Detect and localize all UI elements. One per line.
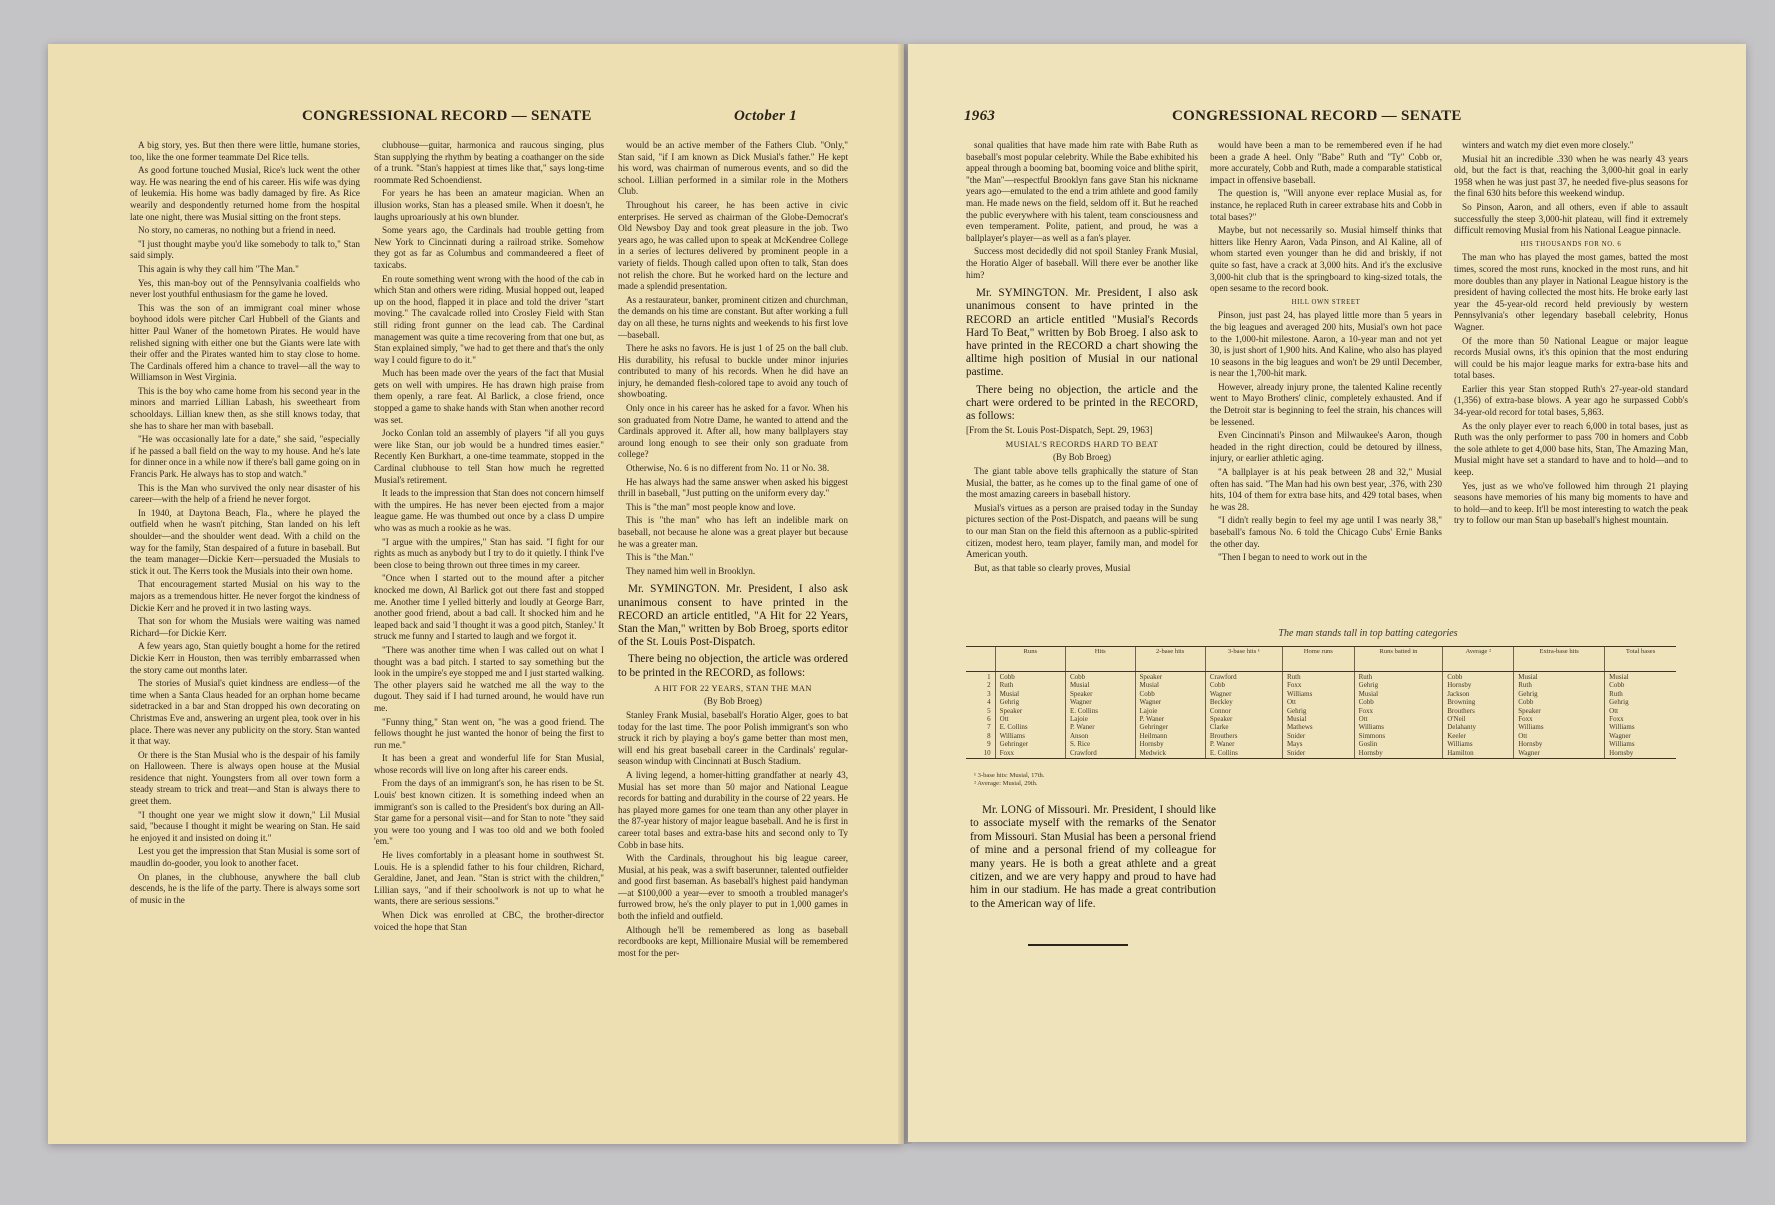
player-name: Brouthers — [1447, 706, 1475, 715]
symington-statement-1: Mr. SYMINGTON. Mr. President, I also ask unanimous consent to have printed in the RECORD an article entitled, "A Hit for 22 Years, Stan the Man," written by Bob Broeg, sports editor of the St. Louis Post-Dispatch. — [618, 583, 848, 649]
batting-categories-table — [966, 646, 1676, 759]
rank-number: 2 — [987, 681, 991, 690]
paragraph: As the only player ever to reach 6,000 in total bases, just as Ruth was the only performer to pass 700 in homers and Cobb the sole athlete to get 4,000 base hits, Stan, The Amazing Man, Musial might have set a standard to have and to hold—and to keep. — [1454, 420, 1688, 478]
player-name: Wagner — [1518, 748, 1540, 757]
paragraph: As a restaurateur, banker, prominent citizen and churchman, the demands on his time are constant. But after working a full day on all these, he turns nights and weekends to his first love—baseball. — [618, 294, 848, 340]
paragraph: But, as that table so clearly proves, Musial — [974, 562, 1131, 573]
paragraph: That son for whom the Musials were waiting was named Richard—for Dickie Kerr. — [130, 616, 360, 638]
paragraph: A big story, yes. But then there were little, humane stories, too, like the one former teammate Del Rice tells. — [130, 140, 360, 162]
left-column-3 — [618, 140, 848, 1130]
paragraph: Jocko Conlan told an assembly of players "if all you guys were like Stan, our job would be a hundred times easier." Recently Ken Burkhart, a one-time teammate, stopped in the Cardinal clubhouse to tell Stan how much he regretted Musial's retirement. — [374, 428, 604, 485]
paragraph: However, already injury prone, the talented Kaline recently went to Mayo Brothers' clinic, completely exhausted. And if the Detroit star is beginning to feel the strain, his chances will be lessened. — [1210, 381, 1442, 427]
player-name: Foxx — [1286, 681, 1302, 690]
paragraph: This is "the man" who has left an indelible mark on baseball, not because he alone was a great player but because he was a greater man. — [618, 515, 848, 549]
player-name: Cobb — [1518, 698, 1534, 707]
paragraph: Of the more than 50 National League or major league records Musial owns, it's this opinion that the most enduring will could be his major league marks for extra-base hits and total bases. — [1454, 335, 1688, 381]
paragraph: This is "the Man." — [626, 552, 694, 563]
right-column-2-more-paragraphs — [1210, 310, 1442, 563]
paragraph: From the days of an immigrant's son, he has risen to be St. Louis' best known citizen. It is something indeed when an immigrant's son is called to the President's box during an All-Star game for a personal visit—and for Stan to note "they said you were too young and I was too old and we both fooled 'em." — [374, 778, 604, 847]
player-name: Delahanty — [1447, 723, 1476, 732]
player-name: Clarke — [1209, 723, 1229, 732]
player-name: O'Neil — [1447, 715, 1466, 724]
paragraph: The giant table above tells graphically the stature of Stan Musial, the batter, as he comes up to the final game of one of the most amazing careers in baseball history. — [966, 465, 1198, 500]
paragraph: This again is why they call him "The Man." — [138, 263, 299, 274]
right-page-header-title: CONGRESSIONAL RECORD — SENATE — [1172, 108, 1462, 124]
table-header-cell: Runs batted in — [1354, 647, 1443, 672]
paragraph: "Once when I started out to the mound after a pitcher knocked me down, Al Barlick got out there fast and stopped me. Another time I yelled bitterly and loudly at George Barr, another good friend, about a bad call. It shocked him and he leaped back and said 'I thought it was a good pitch, Stanley.' It struck me funny and I started to laugh and we forgot it. — [374, 573, 604, 642]
paragraph: They named him well in Brooklyn. — [626, 565, 756, 576]
player-name: Speaker — [1069, 689, 1093, 698]
player-name: E. Collins — [1209, 748, 1238, 757]
player-name: Gehrig — [999, 698, 1020, 707]
right-column-1 — [966, 140, 1198, 580]
paragraph: "A ballplayer is at his peak between 28 and 32," Musial often has said. "The Man had his own best year, .376, with 230 hits, 104 of them for extra base hits, and 429 total bases, when he was 28. — [1210, 467, 1442, 512]
left-column-3-paragraphs — [618, 140, 848, 577]
paragraph: The question is, "Will anyone ever replace Musial as, for instance, he replaced Ruth in career extrabase hits and Cobb in total bases?" — [1210, 188, 1442, 222]
player-name: Foxx — [1518, 715, 1533, 724]
long-statement — [970, 804, 1216, 911]
player-name: Speaker — [999, 706, 1023, 715]
table-footnotes — [974, 772, 1044, 788]
paragraph: "He was occasionally late for a date," she said, "especially if he passed a ball field on the way to my house. And he's late for dinner once in a while now if there's ball game going on in Francis Park. He always has to stop and watch." — [130, 434, 360, 480]
player-name: Hamilton — [1447, 748, 1474, 757]
player-name: Crawford — [1209, 673, 1237, 681]
article-byline-1: (By Bob Broeg) — [704, 696, 762, 707]
table-cell — [1354, 672, 1443, 759]
player-name: Musial — [1139, 681, 1159, 690]
paragraph: Stanley Frank Musial, baseball's Horatio Alger, goes to bat today for the last time. The poor Polish immigrant's son who struck it rich by playing a boy's game better than most men, will end his great baseball career in the Cardinals' regular-season windup with Cincinnati at Busch Stadium. — [618, 709, 848, 767]
paragraph: This is the boy who came home from his second year in the minors and married Lillian Labash, his sweetheart from schooldays. Lillian knew then, as she still knows today, that she has to share her man with baseball. — [130, 385, 360, 431]
right-column-2 — [1210, 140, 1442, 580]
paragraph: Or there is the Stan Musial who is the despair of his family on Halloween. There is always open house at the Musial residence that night. Youngsters from all over town form a steady stream to trick and treat—and Stan is always there to greet them. — [130, 749, 360, 807]
table-cell — [1605, 672, 1676, 759]
player-name: Foxx — [1609, 715, 1624, 724]
paragraph: "Then I began to need to work out in the — [1218, 552, 1367, 563]
paragraph: Musial hit an incredible .330 when he was nearly 43 years old, but the fact is that, reaching the 3,000-hit goal in early 1958 when he was just past 37, he needed five-plus seasons for the final 630 hits before this weekend windup. — [1454, 153, 1688, 199]
paragraph: Although he'll be remembered as long as baseball recordbooks are kept, Millionaire Musial will be remembered most for the per- — [618, 924, 848, 958]
table-cell — [1282, 672, 1354, 759]
paragraph: He lives comfortably in a pleasant home in southwest St. Louis. He is a splendid father to his four children, Richard, Geraldine, Janet, and Jean. "Stan is strict with the children," Lillian says, "and if their schoolwork is not up to what he wants, there are serious sessions." — [374, 850, 604, 907]
player-name: Foxx — [1358, 706, 1374, 715]
right-column-2-subhead: HILL OWN STREET — [1291, 298, 1361, 306]
paragraph: "I argue with the umpires," Stan has said. "I fight for our rights as much as anybody but I try to do it quietly. I think I've been close to being thrown out three times in my career. — [374, 536, 604, 570]
player-name: Foxx — [999, 748, 1015, 757]
left-column-2-paragraphs — [374, 140, 604, 933]
player-name: Ott — [1518, 731, 1528, 740]
player-name: Wagner — [1209, 689, 1232, 698]
paragraph: would be an active member of the Fathers Club. "Only," Stan said, "if I am known as Dick Musial's father." He kept his word, was chairman of numerous events, and so did the school. Lillian performed in a similar role in the Mothers Club. — [618, 140, 848, 197]
player-name: Gehrig — [1358, 681, 1379, 690]
long-statement-text: Mr. LONG of Missouri. Mr. President, I should like to associate myself with the remarks of the Senator from Missouri. Stan Musial has been a personal friend of mine and a personal friend of my colleague for many years. He is both a great athlete and a great citizen, and we are very happy and proud to have had him in our stadium. He has made a great contribution to the American way of life. — [970, 804, 1216, 910]
player-name: Wagner — [1069, 698, 1092, 707]
player-name: Brouthers — [1209, 731, 1238, 740]
table-header-cell — [966, 647, 995, 672]
paragraph: A few years ago, Stan quietly bought a home for the retired Dickie Kerr in Houston, then was terribly embarrassed when the story came out months later. — [130, 641, 360, 675]
player-name: Gehringer — [1139, 723, 1168, 732]
table-cell — [995, 672, 1065, 759]
rank-number: 9 — [987, 740, 991, 749]
symington-statement-2: Mr. SYMINGTON. Mr. President, I also ask unanimous consent to have printed in the RECORD an article entitled "Musial's Records Hard To Beat," written by Bob Broeg. I also ask to have printed in the RECORD a chart showing the alltime high position of Musial in our national pastime. — [966, 287, 1198, 379]
paragraph: This is "the man" most people know and love. — [626, 501, 796, 512]
paragraph: "I just thought maybe you'd like somebody to talk to," Stan said simply. — [130, 238, 360, 261]
table-header-row — [966, 647, 1676, 672]
table-cell — [1205, 672, 1282, 759]
player-name: Speaker — [1209, 715, 1233, 724]
player-name: Cobb — [1209, 681, 1225, 690]
right-column-1-article-paragraphs — [966, 466, 1198, 574]
article-title-1: A HIT FOR 22 YEARS, STAN THE MAN — [654, 683, 812, 693]
player-name: Musial — [999, 689, 1020, 698]
player-name: Anson — [1069, 731, 1089, 740]
paragraph: Otherwise, No. 6 is no different from No. 11 or No. 38. — [626, 463, 830, 474]
player-name: Cobb — [1609, 681, 1625, 690]
left-page-header-title: CONGRESSIONAL RECORD — SENATE — [302, 108, 592, 124]
paragraph: Even Cincinnati's Pinson and Milwaukee's Aaron, though headed in the right direction, could be detoured by illness, injury, or earlier athletic aging. — [1210, 430, 1442, 464]
left-page — [48, 44, 904, 1144]
player-name: Gehrig — [1518, 689, 1538, 698]
player-name: E. Collins — [999, 723, 1028, 732]
paragraph: "Funny thing," Stan went on, "he was a good friend. The fellows thought he just wanted the honor of being the first to run me." — [374, 716, 604, 750]
paragraph: Maybe, but not necessarily so. Musial himself thinks that hitters like Henry Aaron, Vada Pinson, and Al Kaline, all of whom started even younger than he did and briskly, if not quite so fast, have a crack at 3,000 hits. And it's the exclusive 3,000-hit club that is the springboard to king-sized totals, the open sesame to the record book. — [1210, 225, 1442, 294]
player-name: P. Waner — [1069, 723, 1095, 732]
player-name: E. Collins — [1069, 706, 1098, 715]
right-column-1-paragraphs — [966, 140, 1198, 281]
table-caption: The man stands tall in top batting categories — [1278, 628, 1458, 639]
player-name: S. Rice — [1069, 740, 1091, 749]
table-header-cell: Runs — [995, 647, 1065, 672]
table-header-cell: Hits — [1065, 647, 1135, 672]
player-name: Jackson — [1447, 689, 1470, 698]
table-row — [966, 672, 1676, 759]
paragraph: clubhouse—guitar, harmonica and raucous singing, plus Stan supplying the rhythm by beating a coathanger on the side of a trunk. "Stan's happiest at times like that," says long-time roommate Red Schoendienst. — [374, 140, 604, 185]
right-column-3 — [1454, 140, 1688, 580]
article-source-2: [From the St. Louis Post-Dispatch, Sept. 29, 1963] — [966, 425, 1153, 436]
player-name: Gehrig — [1609, 698, 1629, 707]
paragraph: There he asks no favors. He is just 1 of 25 on the ball club. His durability, his refusal to buckle under minor injuries contributed to many of his records. When he did have an injury, he demanded flesh-colored tape to avoid any touch of showboating. — [618, 343, 848, 400]
player-name: Musial — [1518, 673, 1538, 681]
player-name: Cobb — [1139, 689, 1155, 698]
paragraph: Lest you get the impression that Stan Musial is some sort of maudlin do-gooder, you look to another facet. — [130, 846, 360, 869]
paragraph: It has been a great and wonderful life for Stan Musial, whose records will live on long after his career ends. — [374, 753, 604, 775]
player-name: Williams — [1609, 740, 1635, 749]
player-name: Ruth — [1609, 689, 1623, 698]
player-name: Musial — [1609, 673, 1629, 681]
player-name: Ott — [999, 715, 1009, 724]
paragraph: In 1940, at Daytona Beach, Fla., where he played the outfield when he wasn't pitching, Stan landed on his left shoulder—and the shoulder went dead. With a child on the way for the family, Stan despaired of a future in baseball. But the team manager—Dickie Kerr—persuaded the Musials to stick it out. The Kerrs took the Musials into their own home. — [130, 507, 360, 576]
paragraph: Yes, this man-boy out of the Pennsylvania coalfields who never lost youthful enthusiasm for the game he loved. — [130, 277, 360, 300]
table-cell — [1065, 672, 1135, 759]
paragraph: Some years ago, the Cardinals had trouble getting from New York to Cincinnati during a railroad strike. Somehow they got as far as Columbus and commandeered a fleet of taxicabs. — [374, 225, 604, 270]
order-to-print-1: There being no objection, the article was ordered to be printed in the RECORD, as follows: — [618, 653, 848, 679]
player-name: Simmons — [1358, 731, 1386, 740]
paragraph: "There was another time when I was called out on what I thought was a bad pitch. I started to say something but the look in the umpire's eye stopped me and I just started walking. The other players said he watched me all the way to the dugout. They said if I had turned around, he would have run me. — [374, 644, 604, 713]
player-name: Hornsby — [1518, 740, 1543, 749]
paragraph: would have been a man to be remembered even if he had been a grade A heel. Only "Babe" Ruth and "Ty" Cobb or, more accurately, Cobb and Ruth, made a comparable statistical impact in offensive baseball. — [1210, 140, 1442, 185]
paragraph: This is the Man who survived the only near disaster of his career—with the help of a friend he never forgot. — [130, 482, 360, 505]
player-name: Speaker — [1139, 673, 1163, 681]
right-page — [908, 44, 1746, 1142]
paragraph: When Dick was enrolled at CBC, the brother-director voiced the hope that Stan — [374, 910, 604, 932]
player-name: Lajoie — [1139, 706, 1158, 715]
table-body — [966, 672, 1676, 759]
player-name: Williams — [1286, 689, 1313, 698]
paragraph: So Pinson, Aaron, and all others, even if able to assault successfully the steep 3,000-hit plateau, will find it extremely difficult removing Musial from his National League pinnacle. — [1454, 201, 1688, 236]
player-name: P. Waner — [1139, 715, 1165, 724]
player-name: Beckley — [1209, 698, 1233, 707]
player-name: Medwick — [1139, 748, 1166, 757]
player-name: Hornsby — [1139, 740, 1164, 749]
player-name: Ruth — [999, 681, 1014, 690]
player-name: Wagner — [1139, 698, 1162, 707]
left-column-1 — [130, 140, 360, 1130]
rank-number: 10 — [983, 748, 991, 757]
player-name: Snider — [1286, 748, 1306, 757]
player-name: Goslin — [1358, 740, 1378, 749]
table-cell — [1514, 672, 1605, 759]
rank-number: 1 — [987, 673, 991, 681]
paragraph: For years he has been an amateur magician. When an illusion works, Stan has a pleased smile. When it doesn't, he laughs uproariously at his own blunder. — [374, 188, 604, 222]
player-name: Speaker — [1518, 706, 1541, 715]
player-name: Cobb — [1069, 673, 1086, 681]
player-name: Keeler — [1447, 731, 1466, 740]
order-to-print-2: There being no objection, the article and the chart were ordered to be printed in the RECORD, as follows: — [966, 383, 1198, 422]
paragraph: It leads to the impression that Stan does not concern himself with the umpires. He has never been ejected from a major league game. He was thumbed out once by a class D umpire who was as much a rookie as he was. — [374, 488, 604, 533]
paragraph: Only once in his career has he asked for a favor. When his son graduated from Notre Dame, he wanted to attend and the Cardinals approved it. After all, how many ballplayers stay around long enough to see their only son graduate from college? — [618, 403, 848, 460]
player-name: Williams — [1518, 723, 1544, 732]
rank-number: 3 — [987, 689, 991, 698]
paragraph: The stories of Musial's quiet kindness are endless—of the time when a Santa Claus headed for an orphan home became sidetracked in a bar and Stan dropped his own decorating on Christmas Eve and, answering an urgent plea, took over in his place. There was never any publicity on the story. Stan wanted it that way. — [130, 678, 360, 747]
player-name: Heilmann — [1139, 731, 1168, 740]
player-name: Musial — [1069, 681, 1090, 690]
right-column-3-subhead: HIS THOUSANDS FOR NO. 6 — [1520, 240, 1622, 248]
right-column-3-more-paragraphs — [1454, 252, 1688, 527]
table-footnote: ¹ 3-base hits: Musial, 17th. — [974, 772, 1045, 779]
player-name: Cobb — [1358, 698, 1374, 707]
player-name: Gehrig — [1286, 706, 1307, 715]
player-name: Wagner — [1609, 731, 1631, 740]
end-rule — [1028, 944, 1128, 946]
left-column-3-article-paragraphs — [618, 710, 848, 959]
player-name: Cobb — [999, 673, 1015, 681]
article-byline-2: (By Bob Broeg) — [1053, 452, 1111, 463]
table-cell — [1443, 672, 1514, 759]
article-title-2: MUSIAL'S RECORDS HARD TO BEAT — [1005, 439, 1159, 449]
player-name: Musial — [1286, 715, 1307, 724]
paragraph: Throughout his career, he has been active in civic enterprises. He served as chairman of the Globe-Democrat's Old Newsboy Day and took great pleasure in the job. Two years ago, he was called upon to speak at McKendree College in a series of lectures delivered by prominent people in a variety of fields. Though called upon often to talk, Stan does not relish the chore. But he worked hard on the lecture and made a splendid presentation. — [618, 199, 848, 292]
player-name: Browning — [1447, 698, 1476, 707]
player-name: Musial — [1358, 689, 1379, 698]
paragraph: Much has been made over the years of the fact that Musial gets on well with umpires. He has drawn high praise from them openly, a rare feat. Al Barlick, a close friend, once stopped a game to shake hands with Stan when another record was set. — [374, 368, 604, 425]
paragraph: As good fortune touched Musial, Rice's luck went the other way. He was nearing the end of his career. His wife was dying of leukemia. His home was badly damaged by fire. As Rice wearily and despondently returned home from the hospital late one night, there was Musial sitting on the front steps. — [130, 165, 360, 222]
player-name: Cobb — [1447, 673, 1463, 681]
table-header-cell: Extra-base hits — [1514, 647, 1605, 672]
paragraph: Earlier this year Stan stopped Ruth's 27-year-old standard (1,356) of extra-base blows. A year ago he surpassed Cobb's 34-year-old record for total bases, 5,863. — [1454, 383, 1688, 418]
right-column-2-paragraphs — [1210, 140, 1442, 295]
paragraph: He has always had the same answer when asked his biggest thrill in baseball, "Just putting on the uniform every day." — [618, 476, 848, 499]
player-name: P. Waner — [1209, 740, 1235, 749]
left-column-2 — [374, 140, 604, 1130]
player-name: Ruth — [1358, 673, 1373, 681]
paragraph: That encouragement started Musial on his way to the majors as a tremendous hitter. He never forgot the kindness of Dickie Kerr and he proved it in two lasting ways. — [130, 579, 360, 613]
table-cell — [1135, 672, 1205, 759]
paragraph: sonal qualities that have made him rate with Babe Ruth as baseball's most popular celebrity. While the Babe exhibited his appeal through a booming bat, booming voice and blithe spirit, "the Man"—respectful Brooklyn fans gave Stan his nickname years ago—emulated to the end a trim athlete and good family man. He made news on the field, seldom off it. But he reached the public everywhere with his talent, team consciousness and even temperament. Polite, patient, and proud, he was a ballplayer's player—as well as a fan's player. — [966, 140, 1198, 243]
player-name: Hornsby — [1358, 748, 1383, 757]
table-header-cell: Home runs — [1282, 647, 1354, 672]
paragraph: On planes, in the clubhouse, anywhere the ball club descends, he is the life of the party. There is always some sort of music in the — [130, 871, 360, 905]
paragraph: With the Cardinals, throughout his big league career, Musial, at his peak, was a swift baserunner, talented outfielder and good first baseman. As baseball's highest paid handyman—at $100,000 a year—ever to smooth a troubled manager's furrowed brow, he's the only player to put in 1,000 games in both the infield and outfield. — [618, 853, 848, 922]
player-name: Ott — [1609, 706, 1619, 715]
player-name: Williams — [1358, 723, 1385, 732]
right-page-header-year: 1963 — [964, 108, 996, 124]
paragraph: "I didn't really begin to feel my age until I was nearly 38," baseball's famous No. 6 told the Chicago Cubs' Ernie Banks the other day. — [1210, 515, 1442, 549]
player-name: Ott — [1358, 715, 1368, 724]
table-footnote: ² Average: Musial, 29th. — [974, 780, 1038, 787]
table-header-cell: Average ² — [1443, 647, 1514, 672]
rank-column — [966, 672, 995, 759]
table-header-cell: 3-base hits ¹ — [1205, 647, 1282, 672]
player-name: Ott — [1286, 698, 1296, 707]
player-name: Mathews — [1286, 723, 1313, 732]
player-name: Snider — [1286, 731, 1306, 740]
paragraph: Success most decidedly did not spoil Stanley Frank Musial, the Horatio Alger of baseball. Will there ever be another like him? — [966, 246, 1198, 280]
rank-number: 6 — [987, 715, 991, 724]
table-header-cell: Total bases — [1605, 647, 1676, 672]
table-header-cell: 2-base hits — [1135, 647, 1205, 672]
player-name: Lajoie — [1069, 715, 1088, 724]
rank-number: 7 — [987, 723, 991, 732]
player-name: Crawford — [1069, 748, 1097, 757]
rank-number: 5 — [987, 706, 991, 715]
left-column-1-paragraphs — [130, 140, 360, 906]
paragraph: A living legend, a homer-hitting grandfather at nearly 43, Musial has set more than 50 major and National League records for batting and durability in the course of 22 years. He has played more games for one team than any other player in the 87-year history of major league baseball. And he is first in career total bases and extra-base hits and second only to Ty Cobb in base hits. — [618, 769, 848, 850]
paragraph: The man who has played the most games, batted the most times, scored the most runs, knocked in the most runs, and hit more doubles than any player in National League history is the president of having collected the most hits. He broke early last year the 45-year-old record held previously by western Pennsylvania's other legendary baseball celebrity, Honus Wagner. — [1454, 252, 1688, 332]
paragraph: No story, no cameras, no nothing but a friend in need. — [138, 225, 336, 236]
player-name: Ruth — [1286, 673, 1301, 681]
paragraph: Pinson, just past 24, has played little more than 5 years in the big leagues and averaged 200 hits, Musial's own hot pace to the 1,000-hit milestone. Aaron, a 10-year man and not yet 30, is just short of 1,900 hits. And Kaline, who also has played 10 seasons in the big leagues and won't be 29 until December, is near the 1,700-hit mark. — [1210, 310, 1442, 379]
player-name: Williams — [1447, 740, 1473, 749]
player-name: Connor — [1209, 706, 1231, 715]
paragraph: "I thought one year we might slow it down," Lil Musial said, "because I thought it might be wearing on Stan. He said he enjoyed it and insisted on doing it." — [130, 809, 360, 843]
player-name: Hornsby — [1447, 681, 1472, 690]
player-name: Williams — [1609, 723, 1635, 732]
paragraph: En route something went wrong with the hood of the cab in which Stan and others were riding. Musial hopped out, leaped up on the hood, flapped it in place and told the driver "start moving." The cavalcade rolled into Crosley Field with Stan still riding front gunner on the lead cab. The Cardinal management was quite a time recovering from that one but, as Stan explained simply, "we had to get there and that's the only way I could figure to do it." — [374, 273, 604, 365]
paragraph: Musial's virtues as a person are praised today in the Sunday pictures section of the Post-Dispatch, and paeans will be sung to our man Stan on the field this afternoon as a public-spirited citizen, modest hero, team player, family man, and model for American youth. — [966, 502, 1198, 560]
rank-number: 8 — [987, 731, 991, 740]
paragraph: Yes, just as we who've followed him through 21 playing seasons have memories of his many big moments to have and to hold—and to keep. It'll be most interesting to watch the peak try to follow our man Stan up baseball's highest mountain. — [1454, 480, 1688, 526]
player-name: Mays — [1286, 740, 1303, 749]
paragraph: winters and watch my diet even more closely." — [1462, 140, 1634, 150]
player-name: Gehringer — [999, 740, 1029, 749]
paragraph: This was the son of an immigrant coal miner whose boyhood idols were pitcher Carl Hubbell of the Giants and hitter Paul Waner of the hometown Pirates. He would have relished signing with either one but the Giants were late with their offer and the Pirates wanted him to stay close to home. The Cardinals offered him a chance to travel—all the way to Williamson in West Virginia. — [130, 302, 360, 383]
player-name: Ruth — [1518, 681, 1532, 690]
rank-number: 4 — [987, 698, 991, 707]
right-column-3-paragraphs — [1454, 140, 1688, 237]
player-name: Hornsby — [1609, 748, 1634, 757]
player-name: Williams — [999, 731, 1026, 740]
left-page-header-date: October 1 — [734, 108, 798, 124]
